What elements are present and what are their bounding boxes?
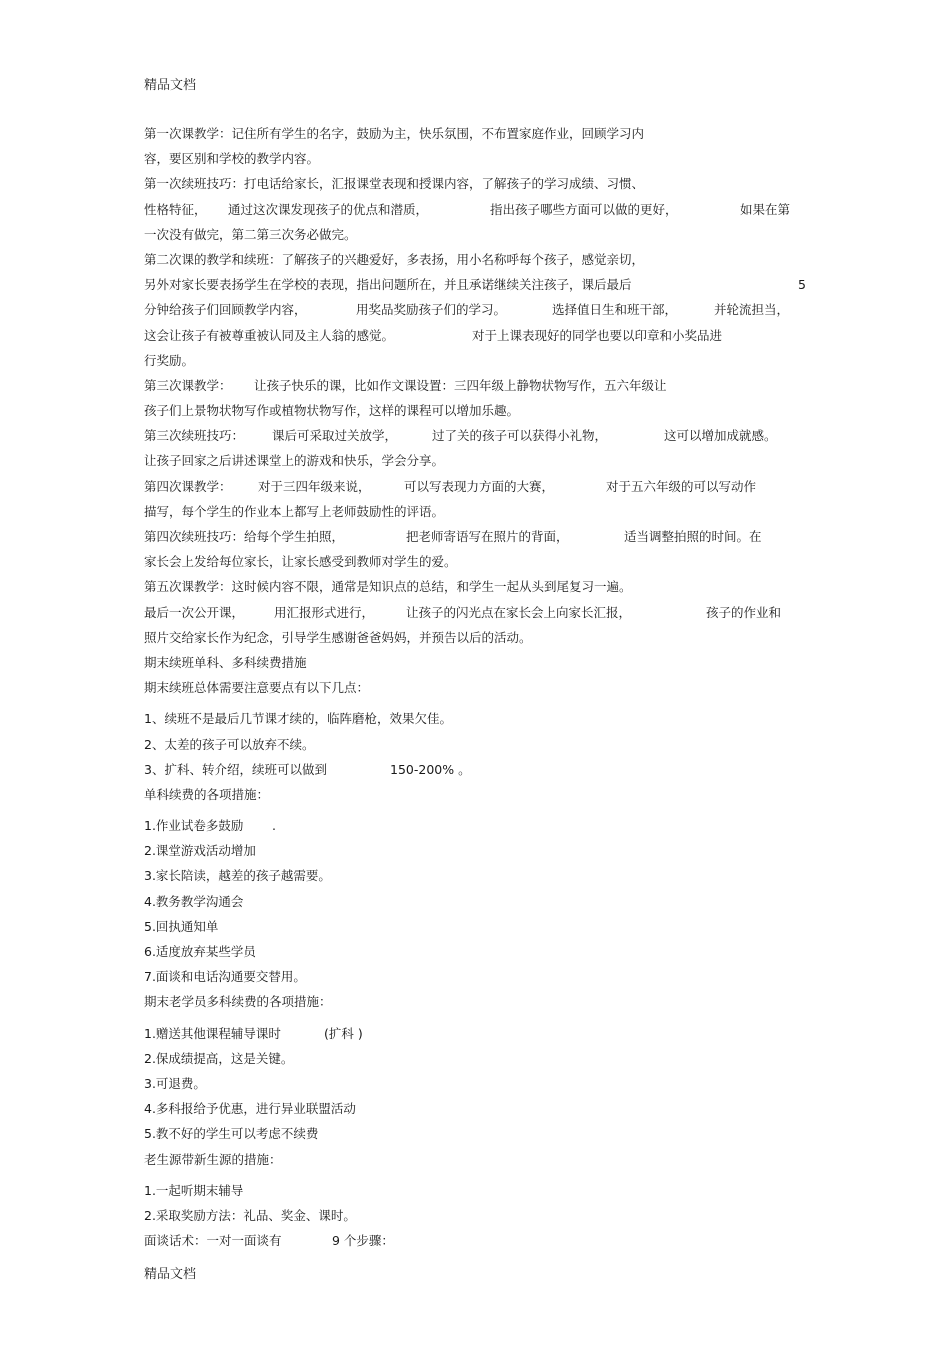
text-segment: 对于五六年级的可以写动作 xyxy=(606,478,757,494)
text-segment: 5 xyxy=(798,277,806,293)
text-segment: 如果在第 xyxy=(740,201,791,217)
page-header: 精品文档 xyxy=(144,78,197,93)
text-segment: 用汇报形式进行， xyxy=(274,604,375,620)
text-line xyxy=(144,625,824,650)
text-line xyxy=(144,373,824,398)
text-segment: 课后可采取过关放学， xyxy=(272,428,398,444)
text-segment: . xyxy=(272,818,276,834)
text-segment: 2.采取奖励方法：礼品、奖金、课时。 xyxy=(144,1207,356,1223)
text-line xyxy=(144,964,824,989)
text-line xyxy=(144,348,824,373)
text-segment: 3、扩科、转介绍，续班可以做到 xyxy=(144,761,327,777)
text-segment: 第三次续班技巧： xyxy=(144,428,245,444)
text-segment: 4.多科报给予优惠，进行异业联盟活动 xyxy=(144,1101,356,1117)
text-segment: 这可以增加成就感。 xyxy=(664,428,777,444)
text-segment: 让孩子快乐的课，比如作文课设置：三四年级上静物状物写作，五六年级让 xyxy=(254,377,667,393)
text-segment: 1.一起听期末辅导 xyxy=(144,1182,244,1198)
text-line xyxy=(144,813,824,838)
text-segment: 并轮流担当， xyxy=(714,302,790,318)
text-line xyxy=(144,297,824,322)
text-line xyxy=(144,757,824,782)
text-line xyxy=(144,1121,824,1146)
text-line xyxy=(144,675,824,700)
document-body xyxy=(144,121,824,1253)
text-line xyxy=(144,889,824,914)
text-line xyxy=(144,732,824,757)
text-line xyxy=(144,1228,824,1253)
text-line xyxy=(144,1178,824,1203)
text-line xyxy=(144,146,824,171)
text-line xyxy=(144,914,824,939)
text-segment: 1.赠送其他课程辅导课时 xyxy=(144,1025,281,1041)
text-segment: 7.面谈和电话沟通要交替用。 xyxy=(144,969,306,985)
text-segment: 孩子的作业和 xyxy=(706,604,782,620)
text-segment: 性格特征， xyxy=(144,201,207,217)
page-footer: 精品文档 xyxy=(144,1267,197,1282)
text-segment: 适当调整拍照的时间。在 xyxy=(624,529,762,544)
text-segment: 分钟给孩子们回顾教学内容， xyxy=(144,302,307,318)
text-segment: 描写，每个学生的作业本上都写上老师鼓励性的评语。 xyxy=(144,503,445,519)
text-segment: 第一次课教学：记住所有学生的名字，鼓励为主，快乐氛围，不布置家庭作业，回顾学习内 xyxy=(144,126,645,141)
text-line xyxy=(144,1021,824,1046)
text-segment: 照片交给家长作为纪念，引导学生感谢爸爸妈妈，并预告以后的活动。 xyxy=(144,629,532,645)
text-segment: 过了关的孩子可以获得小礼物， xyxy=(432,428,608,444)
text-line xyxy=(144,989,824,1014)
text-segment: 1.作业试卷多鼓励 xyxy=(144,818,244,834)
text-segment: 让孩子回家之后讲述课堂上的游戏和快乐，学会分享。 xyxy=(144,453,445,469)
text-segment: 第三次课教学： xyxy=(144,377,232,393)
text-line xyxy=(144,398,824,423)
text-line xyxy=(144,1203,824,1228)
text-segment: 9 个步骤： xyxy=(332,1233,394,1249)
text-line xyxy=(144,121,824,146)
text-segment: 3.家长陪读，越差的孩子越需要。 xyxy=(144,868,331,884)
text-segment: 第四次续班技巧：给每个学生拍照， xyxy=(144,529,345,544)
text-segment: 2.课堂游戏活动增加 xyxy=(144,843,256,859)
text-segment: 指出孩子哪些方面可以做的更好， xyxy=(490,201,678,217)
text-segment: (扩科 ) xyxy=(324,1025,363,1041)
text-segment: 第五次课教学：这时候内容不限，通常是知识点的总结，和学生一起从头到尾复习一遍。 xyxy=(144,579,632,595)
text-segment: 期末老学员多科续费的各项措施： xyxy=(144,994,332,1010)
text-segment: 150-200% 。 xyxy=(390,761,471,777)
text-segment: 对于三四年级来说， xyxy=(258,478,371,494)
text-segment: 容，要区别和学校的教学内容。 xyxy=(144,151,320,167)
text-line xyxy=(144,524,824,549)
text-line xyxy=(144,650,824,675)
text-segment: 4.教务教学沟通会 xyxy=(144,893,244,909)
text-segment: 最后一次公开课， xyxy=(144,604,245,620)
text-line xyxy=(144,838,824,863)
text-line xyxy=(144,1071,824,1096)
text-segment: 让孩子的闪光点在家长会上向家长汇报， xyxy=(406,604,632,620)
text-segment: 第四次课教学： xyxy=(144,478,232,494)
text-segment: 期末续班总体需要注意要点有以下几点： xyxy=(144,680,370,696)
text-segment: 一次没有做完，第二第三次务必做完。 xyxy=(144,226,357,242)
text-segment: 3.可退费。 xyxy=(144,1075,206,1091)
text-line xyxy=(144,423,824,448)
text-line xyxy=(144,706,824,731)
text-line xyxy=(144,600,824,625)
text-line xyxy=(144,448,824,473)
text-line xyxy=(144,197,824,222)
text-line xyxy=(144,474,824,499)
text-segment: 1、续班不是最后几节课才续的，临阵磨枪，效果欠佳。 xyxy=(144,711,452,727)
text-line xyxy=(144,499,824,524)
text-segment: 2、太差的孩子可以放弃不续。 xyxy=(144,736,315,752)
text-line xyxy=(144,782,824,807)
text-segment: 这会让孩子有被尊重被认同及主人翁的感觉。 xyxy=(144,327,395,343)
text-segment: 对于上课表现好的同学也要以印章和小奖品进 xyxy=(472,327,723,343)
text-segment: 用奖品奖励孩子们的学习。 xyxy=(356,302,507,318)
text-line xyxy=(144,863,824,888)
text-line xyxy=(144,1147,824,1172)
text-segment: 行奖励。 xyxy=(144,352,195,368)
text-line xyxy=(144,1046,824,1071)
text-segment: 家长会上发给每位家长，让家长感受到教师对学生的爱。 xyxy=(144,554,457,570)
text-segment: 可以写表现力方面的大赛， xyxy=(404,478,555,494)
text-segment: 通过这次课发现孩子的优点和潜质， xyxy=(228,201,429,217)
text-line xyxy=(144,574,824,599)
text-line xyxy=(144,323,824,348)
text-segment: 第一次续班技巧：打电话给家长，汇报课堂表现和授课内容，了解孩子的学习成绩、习惯、 xyxy=(144,176,645,192)
text-segment: 把老师寄语写在照片的背面， xyxy=(406,529,569,544)
text-segment: 2.保成绩提高，这是关键。 xyxy=(144,1050,294,1066)
text-line xyxy=(144,939,824,964)
text-line xyxy=(144,171,824,196)
text-segment: 选择值日生和班干部， xyxy=(552,302,678,318)
text-segment: 6.适度放弃某些学员 xyxy=(144,944,256,959)
text-segment: 面谈话术：一对一面谈有 xyxy=(144,1233,282,1249)
text-segment: 5.回执通知单 xyxy=(144,918,219,934)
text-line xyxy=(144,1096,824,1121)
text-segment: 另外对家长要表扬学生在学校的表现，指出问题所在，并且承诺继续关注孩子，课后最后 xyxy=(144,277,632,293)
text-line xyxy=(144,247,824,272)
text-segment: 期末续班单科、多科续费措施 xyxy=(144,654,307,670)
text-segment: 单科续费的各项措施： xyxy=(144,786,270,802)
text-segment: 5.教不好的学生可以考虑不续费 xyxy=(144,1126,319,1142)
text-segment: 第二次课的教学和续班：了解孩子的兴趣爱好，多表扬，用小名称呼每个孩子，感觉亲切， xyxy=(144,251,645,267)
text-line xyxy=(144,222,824,247)
text-segment: 孩子们上景物状物写作或植物状物写作，这样的课程可以增加乐趣。 xyxy=(144,403,520,419)
text-line xyxy=(144,549,824,574)
text-line xyxy=(144,272,824,297)
text-segment: 老生源带新生源的措施： xyxy=(144,1151,282,1167)
